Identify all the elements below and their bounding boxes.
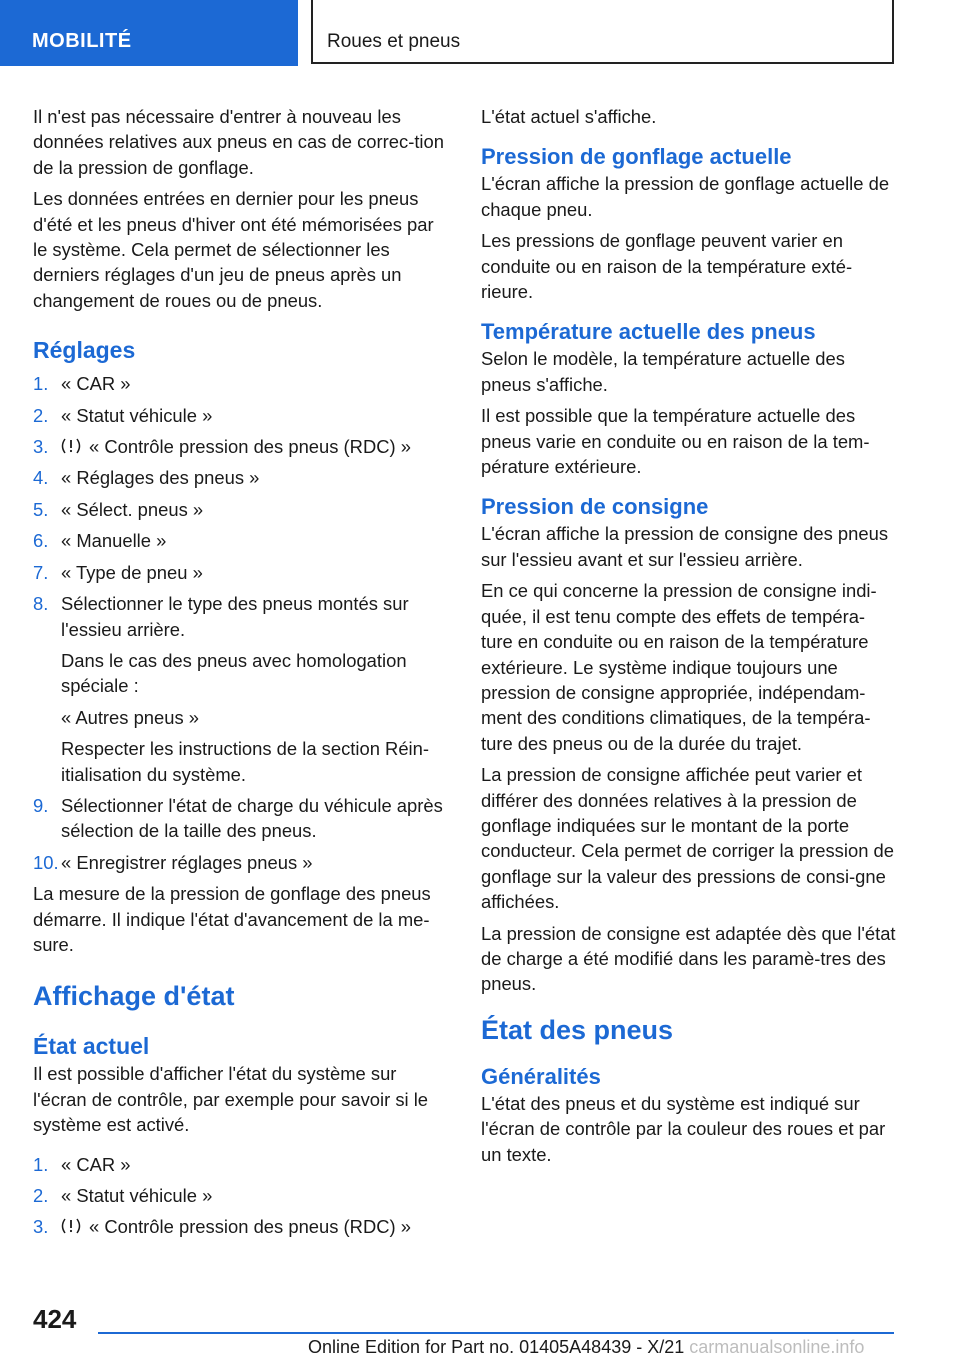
list-item bbox=[33, 793, 445, 844]
step-number: 4. bbox=[33, 467, 49, 489]
step-number: 8. bbox=[33, 593, 49, 615]
tire-pressure-warning-icon bbox=[59, 1217, 83, 1235]
list-item bbox=[33, 434, 445, 459]
chapter-tab bbox=[311, 0, 894, 64]
heading-etat-pneus: État des pneus bbox=[481, 1014, 674, 1045]
step-text: Sélectionner le type des pneus montés sur l'essieu arrière. bbox=[61, 593, 409, 640]
step-number: 7. bbox=[33, 561, 49, 583]
paragraph: Selon le modèle, la température actuelle des pneus s'affiche. bbox=[481, 348, 845, 395]
heading-etat-actuel: État actuel bbox=[33, 1033, 150, 1060]
step-text: « Type de pneu » bbox=[61, 561, 203, 583]
step-number: 3. bbox=[33, 436, 49, 458]
paragraph: L'état des pneus et du système est indiqué sur l'écran de contrôle par la couleur des roues et par un texte. bbox=[481, 1092, 886, 1165]
step-text: « Statut véhicule » bbox=[61, 1185, 213, 1206]
paragraph: Les pressions de gonflage peuvent varier en conduite ou en raison de la température exté-rieure. bbox=[481, 230, 853, 303]
list-item bbox=[33, 371, 445, 396]
paragraph: Il est possible d'afficher l'état du système sur l'écran de contrôle, par exemple pour savoir si le système est activé. bbox=[33, 1063, 429, 1136]
paragraph: La pression de consigne affichée peut varier et différer des données relatives à la pression de gonflage indiquées sur le montant de la porte conducteur. Cela permet de corriger la pression de gonflage sur la valeur des pressions de consi-gne affichées. bbox=[481, 764, 894, 913]
heading-generalites: Généralités bbox=[481, 1063, 601, 1089]
step-text: « Contrôle pression des pneus (RDC) » bbox=[89, 1216, 411, 1238]
paragraph: En ce qui concerne la pression de consigne indi-quée, il est tenu compte des effets de tempéra-ture en conduite ou en raison de la température extérieure. Le système indique toujours une pression de consigne appropriée, indépendam-ment des conditions climatiques, de la tempéra-ture des pneus ou de la durée du trajet. bbox=[481, 580, 877, 754]
step-subtext: Dans le cas des pneus avec homologation spéciale : bbox=[61, 649, 407, 697]
step-text: « CAR » bbox=[61, 1153, 131, 1175]
list-item bbox=[33, 1183, 445, 1208]
step-text: « Enregistrer réglages pneus » bbox=[61, 851, 313, 873]
list-item bbox=[33, 528, 445, 553]
list-item bbox=[33, 497, 445, 522]
section-tab bbox=[0, 0, 298, 66]
paragraph: L'écran affiche la pression de consigne des pneus sur l'essieu avant et sur l'essieu arrière. bbox=[481, 523, 889, 570]
edition-text: Online Edition for Part no. 01405A48439 - X/21 bbox=[308, 1337, 685, 1357]
step-text: « Statut véhicule » bbox=[61, 404, 213, 426]
heading-affichage-etat: Affichage d'état bbox=[33, 981, 235, 1012]
step-text: Sélectionner l'état de charge du véhicule après sélection de la taille des pneus. bbox=[61, 794, 443, 842]
step-subtext: Respecter les instructions de la section Réin-itialisation du système. bbox=[61, 738, 429, 785]
step-number: 2. bbox=[33, 1185, 49, 1206]
step-number: 9. bbox=[33, 794, 49, 816]
heading-pression-consigne: Pression de consigne bbox=[481, 494, 709, 520]
list-item bbox=[33, 465, 445, 490]
paragraph: L'état actuel s'affiche. bbox=[481, 106, 657, 127]
step-number: 1. bbox=[33, 373, 49, 395]
step-text: « Sélect. pneus » bbox=[61, 498, 204, 520]
list-item bbox=[33, 1152, 445, 1177]
section-title: MOBILITÉ bbox=[32, 30, 132, 52]
list-item bbox=[33, 560, 445, 585]
step-number: 10. bbox=[33, 851, 59, 873]
heading-temperature: Température actuelle des pneus bbox=[481, 319, 816, 345]
tire-pressure-warning-icon bbox=[59, 437, 83, 455]
steps-list bbox=[33, 371, 445, 875]
edition-info bbox=[308, 1337, 864, 1358]
page-number: 424 bbox=[33, 1304, 77, 1334]
left-column bbox=[33, 104, 445, 1246]
paragraph: Il est possible que la température actuelle des pneus varie en conduite ou en raison de la tem-pérature extérieure. bbox=[481, 405, 870, 478]
paragraph: Les données entrées en dernier pour les pneus d'été et les pneus d'hiver ont été mémorisées par le système. Cela permet de sélectionner les derniers réglages d'un jeu de pneus après un changement de roues ou de pneus. bbox=[33, 188, 434, 311]
paragraph: La pression de consigne est adaptée dès que l'état de charge a été modifié dans les paramè-tres des pneus. bbox=[481, 922, 896, 995]
step-text: « Réglages des pneus » bbox=[61, 467, 260, 489]
list-item bbox=[33, 403, 445, 428]
right-column bbox=[481, 104, 896, 1173]
step-number: 3. bbox=[33, 1216, 49, 1238]
step-number: 5. bbox=[33, 498, 49, 520]
step-number: 6. bbox=[33, 530, 49, 552]
step-text: « Contrôle pression des pneus (RDC) » bbox=[89, 436, 411, 458]
paragraph: Il n'est pas nécessaire d'entrer à nouveau les données relatives aux pneus en cas de correc-tion de la pression de gonflage. bbox=[33, 106, 444, 178]
list-item bbox=[33, 591, 445, 787]
watermark: carmanualsonline.info bbox=[689, 1337, 865, 1357]
chapter-title: Roues et pneus bbox=[327, 31, 461, 52]
step-subtext: « Autres pneus » bbox=[61, 706, 200, 728]
list-item bbox=[33, 850, 445, 875]
step-text: « Manuelle » bbox=[61, 530, 167, 552]
heading-reglages: Réglages bbox=[33, 337, 136, 364]
status-steps-list bbox=[33, 1152, 445, 1240]
paragraph: La mesure de la pression de gonflage des pneus démarre. Il indique l'état d'avancement de la me-sure. bbox=[33, 883, 431, 955]
step-number: 2. bbox=[33, 404, 49, 426]
footer-divider bbox=[98, 1332, 894, 1334]
list-item bbox=[33, 1214, 445, 1239]
paragraph: L'écran affiche la pression de gonflage actuelle de chaque pneu. bbox=[481, 173, 890, 220]
heading-pression-actuelle: Pression de gonflage actuelle bbox=[481, 144, 792, 170]
step-text: « CAR » bbox=[61, 373, 131, 395]
step-number: 1. bbox=[33, 1153, 49, 1175]
